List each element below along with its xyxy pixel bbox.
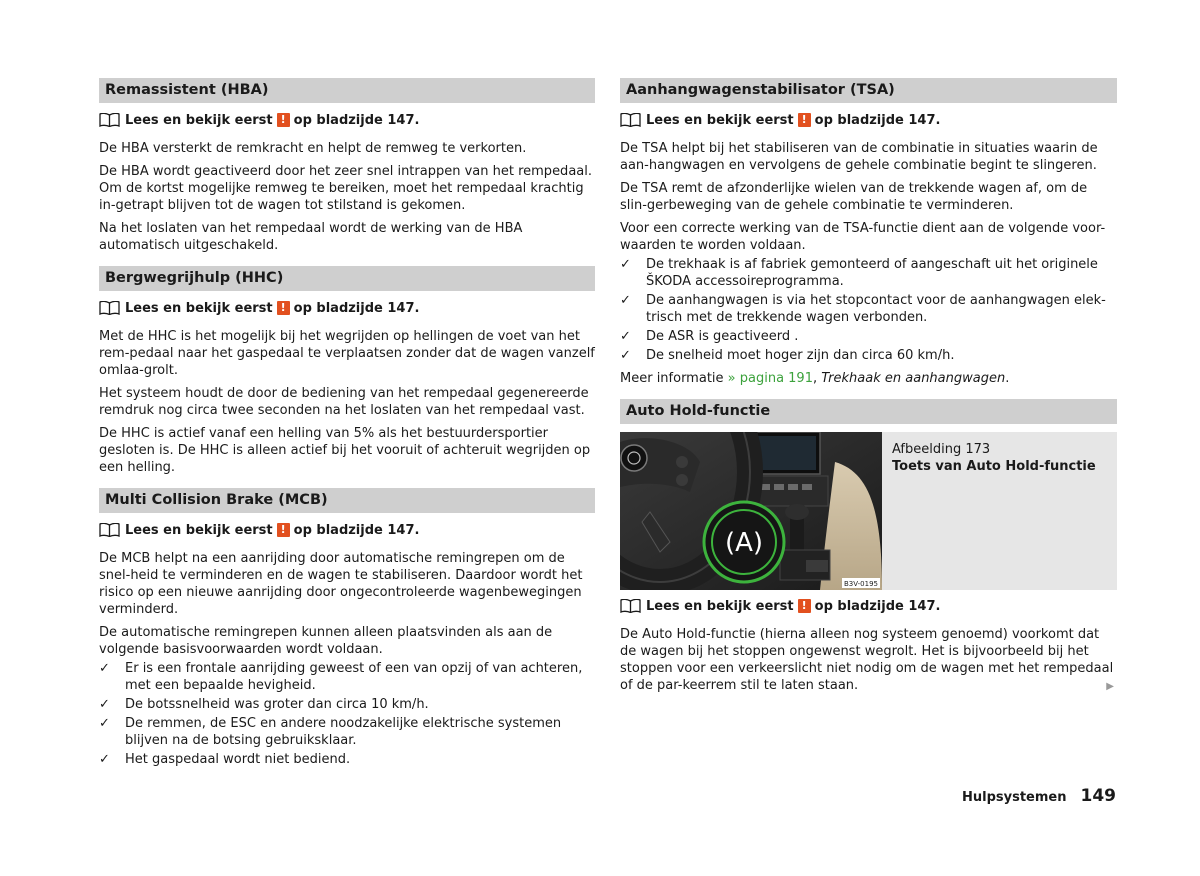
check-icon: ✓ (99, 716, 110, 731)
reference-pre: Lees en bekijk eerst (646, 598, 794, 614)
book-icon (99, 523, 120, 537)
reference-pre: Lees en bekijk eerst (125, 300, 273, 316)
figure-label: Afbeelding 173 (892, 442, 991, 457)
paragraph: De HBA wordt geactiveerd door het zeer snel intrappen van het rempedaal. Om de kortst mogelijke remweg te bereiken, moet het rempedaal krachtig in-getrapt blijven tot de wagen tot stilstand is gekomen. (99, 164, 592, 213)
reference-line (99, 299, 595, 317)
page-number: 149 (1080, 786, 1116, 806)
section-header-hba: Remassistent (HBA) (99, 78, 595, 103)
check-icon: ✓ (620, 348, 631, 363)
paragraph: De TSA remt de afzonderlijke wielen van de trekkende wagen af, om de slin-gerbeweging van de gehele combinatie te verminderen. (620, 181, 1088, 213)
check-icon: ✓ (99, 752, 110, 767)
warning-icon: ! (798, 113, 811, 127)
section-header-mcb: Multi Collision Brake (MCB) (99, 488, 595, 513)
paragraph: Het systeem houdt de door de bediening van het rempedaal gegenereerde remdruk nog circa twee seconden na het loslaten van het rempedaal vast. (99, 386, 589, 418)
check-icon: ✓ (620, 257, 631, 272)
continue-arrow-icon: ▶ (1106, 681, 1114, 692)
reference-post[interactable]: op bladzijde 147. (293, 112, 420, 128)
reference-pre: Lees en bekijk eerst (646, 112, 794, 128)
book-icon (99, 301, 120, 315)
warning-icon: ! (277, 113, 290, 127)
reference-line (99, 111, 595, 129)
list-item: ✓ De snelheid moet hoger zijn dan circa 60 km/h. (620, 348, 955, 363)
left-column (99, 78, 595, 774)
figure-title: Toets van Auto Hold-functie (892, 459, 1096, 474)
reference-post[interactable]: op bladzijde 147. (814, 598, 941, 614)
check-icon: ✓ (99, 697, 110, 712)
check-icon: ✓ (99, 661, 110, 676)
footer-section: Hulpsystemen (962, 790, 1067, 805)
condition-list (99, 660, 595, 768)
reference-line (99, 521, 595, 539)
auto-hold-button-photo (620, 432, 882, 590)
reference-pre: Lees en bekijk eerst (125, 112, 273, 128)
link-title: Trekhaak en aanhangwagen (821, 371, 1006, 386)
page-footer (962, 786, 1116, 806)
list-item: ✓ De remmen, de ESC en andere noodzakelijke elektrische systemen blijven na de botsing gebruiksklaar. (99, 716, 562, 748)
section-header-tsa: Aanhangwagenstabilisator (TSA) (620, 78, 1117, 103)
figure-caption (882, 432, 1117, 590)
condition-list (620, 256, 1117, 364)
section-header-autohold: Auto Hold-functie (620, 399, 1117, 424)
book-icon (99, 113, 120, 127)
list-item: ✓ Het gaspedaal wordt niet bediend. (99, 752, 351, 767)
warning-icon: ! (277, 523, 290, 537)
paragraph: De MCB helpt na een aanrijding door automatische remingrepen om de snel-heid te verminderen en de wagen te stabiliseren. Daardoor wordt het risico op een nieuwe aanrijding door ongecontroleerde wagenbewegingen verminderd. (99, 551, 583, 617)
right-column (620, 78, 1117, 700)
reference-post[interactable]: op bladzijde 147. (814, 112, 941, 128)
reference-line (620, 597, 1117, 615)
list-item: ✓ De aanhangwagen is via het stopcontact voor de aanhangwagen elek-trisch met de trekkende wagen verbonden. (620, 293, 1106, 325)
figure-code: B3V-0195 (844, 580, 878, 588)
check-icon: ✓ (620, 293, 631, 308)
auto-hold-symbol: (A) (724, 528, 764, 558)
reference-pre: Lees en bekijk eerst (125, 522, 273, 538)
list-item: ✓ Er is een frontale aanrijding geweest of een van opzij of van achteren, met een bepaalde hevigheid. (99, 661, 583, 693)
list-item: ✓ De botssnelheid was groter dan circa 10 km/h. (99, 697, 429, 712)
paragraph: Na het loslaten van het rempedaal wordt de werking van de HBA automatisch uitgeschakeld. (99, 221, 523, 253)
reference-post[interactable]: op bladzijde 147. (293, 522, 420, 538)
check-icon: ✓ (620, 329, 631, 344)
page-link[interactable]: » pagina 191 (727, 371, 813, 386)
book-icon (620, 599, 641, 613)
list-item: ✓ De trekhaak is af fabriek gemonteerd of aangeschaft uit het originele ŠKODA accessoireprogramma. (620, 257, 1098, 289)
section-header-hhc: Bergwegrijhulp (HHC) (99, 266, 595, 291)
paragraph: De TSA helpt bij het stabiliseren van de combinatie in situaties waarin de aan-hangwagen en vervolgens de gehele combinatie begint te slingeren. (620, 141, 1098, 173)
warning-icon: ! (277, 301, 290, 315)
reference-post[interactable]: op bladzijde 147. (293, 300, 420, 316)
book-icon (620, 113, 641, 127)
paragraph: Voor een correcte werking van de TSA-functie dient aan de volgende voor-waarden te worden voldaan. (620, 221, 1106, 253)
paragraph: De automatische remingrepen kunnen alleen plaatsvinden als aan de volgende basisvoorwaarden wordt voldaan. (99, 625, 553, 657)
paragraph: De Auto Hold-functie (hierna alleen nog systeem genoemd) voorkomt dat de wagen bij het stoppen ongewenst wegrolt. Het is bijvoorbeeld bij het stoppen voor een verkeerslicht niet nodig om de wagen met het rempedaal of de par-keerrem stil te laten staan. (620, 627, 1114, 693)
more-info: Meer informatie » pagina 191, Trekhaak en aanhangwagen. (620, 371, 1010, 386)
list-item: ✓ De ASR is geactiveerd . (620, 329, 799, 344)
warning-icon: ! (798, 599, 811, 613)
paragraph: Met de HHC is het mogelijk bij het wegrijden op hellingen de voet van het rem-pedaal naar het gaspedaal te verplaatsen zonder dat de wagen vanzelf omlaa-grolt. (99, 329, 595, 378)
paragraph: De HHC is actief vanaf een helling van 5% als het bestuurdersportier gesloten is. De HHC is alleen actief bij het vooruit of achteruit wegrijden op een helling. (99, 426, 591, 475)
paragraph: De HBA versterkt de remkracht en helpt de remweg te verkorten. (99, 141, 527, 156)
figure-173 (620, 432, 1117, 590)
car-interior-illustration (620, 432, 882, 590)
reference-line (620, 111, 1117, 129)
